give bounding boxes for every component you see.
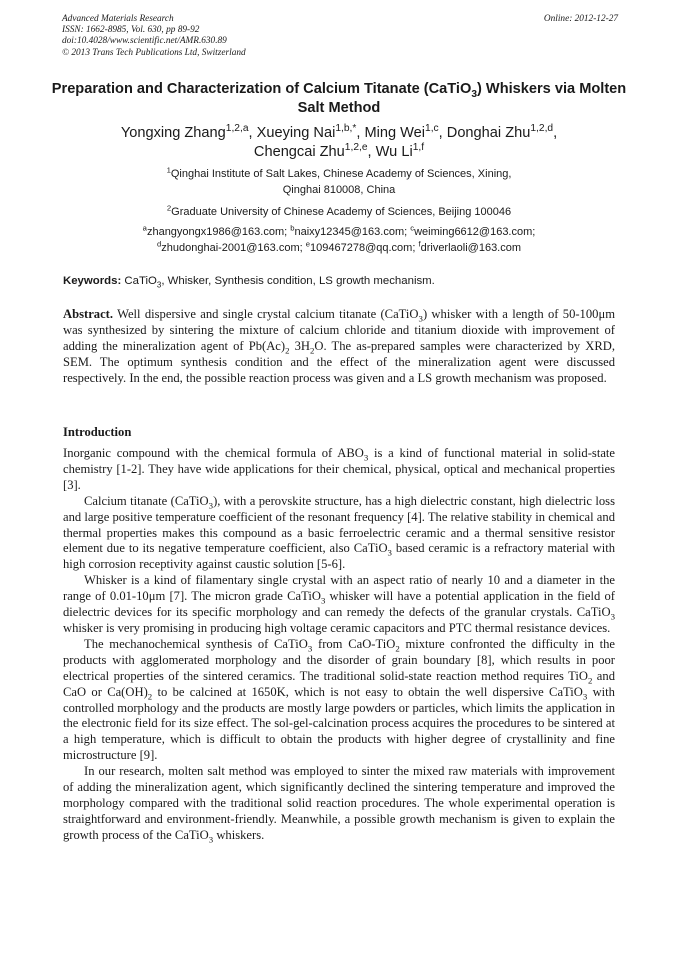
intro-sub: 3 (582, 691, 588, 702)
email-sup: e (305, 239, 311, 249)
abstract-sub: 2 (310, 345, 315, 356)
author-sup: 1,b,* (335, 123, 357, 135)
keywords-sub: 3 (156, 280, 162, 290)
keywords (63, 274, 619, 288)
title-sub: 3 (471, 88, 477, 100)
author-sep: , (248, 125, 257, 141)
email-sup: b (290, 223, 295, 233)
intro-paragraph (63, 573, 615, 637)
email-link[interactable]: naixy12345@163.com; (294, 226, 411, 238)
email-list (40, 224, 638, 256)
introduction-heading: Introduction (63, 425, 132, 439)
intro-sub: 3 (363, 452, 369, 463)
intro-sub: 2 (587, 675, 593, 686)
author-sup: 1,f (412, 142, 425, 154)
abstract-text: O. The as-prepared samples were characterized by XRD, SEM. The optimum synthesis condition and the effect of the mineralization agent were discussed respectively. In the end, the possible reaction process was given and a LS growth mechanism was proposed. (63, 338, 615, 385)
author-name: Wu Li (375, 144, 413, 160)
abstract-label: Abstract. (63, 307, 114, 321)
intro-text: whisker will have a potential application in the field of dielectric devices for its specific morphology and can remedy the defects of the granular crystals. CaTiO (63, 589, 615, 620)
online-date: Online: 2012-12-27 (543, 14, 618, 24)
keywords-pre: CaTiO (121, 275, 157, 287)
author-sup: 1,c (425, 123, 439, 135)
introduction-body (63, 446, 615, 844)
email-link[interactable]: zhangyongx1986@163.com; (146, 226, 291, 238)
title-part1: Preparation and Characterization of Calcium Titanate (CaTiO (51, 81, 472, 97)
copyright-line: © 2013 Trans Tech Publications Ltd, Switzerland (62, 47, 246, 58)
email-link[interactable]: weiming6612@163.com; (414, 226, 536, 238)
author-sep: , (356, 125, 365, 141)
intro-paragraph (63, 446, 615, 494)
abstract-text: Well dispersive and single crystal calcium titanate (CaTiO (113, 307, 419, 321)
aff1-line1: Qinghai Institute of Salt Lakes, Chinese Academy of Sciences, Xining, (170, 168, 512, 180)
abstract-sub: 2 (285, 345, 290, 356)
author-sup: 1,2,e (344, 142, 368, 154)
intro-sub: 3 (208, 834, 214, 845)
journal-name: Advanced Materials Research (62, 14, 174, 24)
intro-sub: 3 (307, 643, 313, 654)
doi-line: doi:10.4028/www.scientific.net/AMR.630.89 (62, 36, 227, 47)
intro-text: whisker is very promising in producing high voltage ceramic capacitors and PTC thermal resistance devices. (63, 620, 611, 635)
email-link[interactable]: 109467278@qq.com; (310, 242, 419, 254)
abstract-sub: 3 (418, 313, 423, 324)
intro-sub: 3 (387, 547, 392, 558)
intro-text: ), with a perovskite structure, has a high dielectric constant, high dielectric loss and large positive temperature coefficient of the resonant frequency [4]. The relative stability in chemical and thermal properties makes this compound as a basic ferroelectric ceramic and a thermal sensitive resistor element due to its negative temperature coefficient, also CaTiO (63, 493, 615, 556)
abstract-text: 3H (289, 338, 311, 353)
abstract-text: ) whisker with a length of 50-100μm was synthesized by sintering the mixture of calcium chloride and titanium dioxide with improvement of adding the mineralization agent of Pb(Ac) (63, 307, 615, 353)
author-sep: , (438, 125, 447, 141)
intro-sub: 3 (610, 611, 615, 622)
email-sup: a (142, 223, 147, 233)
intro-text: and CaO or Ca(OH) (63, 668, 615, 699)
intro-sub: 2 (395, 643, 400, 654)
intro-sub: 3 (208, 500, 214, 511)
keywords-label: Keywords: (63, 275, 122, 287)
email-sup: d (156, 239, 162, 249)
author-sep: , (367, 144, 376, 160)
issn-line: ISSN: 1662-8985, Vol. 630, pp 89-92 (62, 25, 200, 36)
abstract (63, 307, 615, 387)
aff2-text: Graduate University of Chinese Academy of Sciences, Beijing 100046 (171, 206, 512, 218)
author-sup: 1,2,d (530, 123, 554, 135)
intro-text: with controlled morphology and the products are mostly large powders or particles, which limits the application in the electronic field for its size effect. The sol-gel-calcination process acquires the procedures to be sintered at a high temperature, which is difficult to obtain the products with higher degree of crystallinity and fine microstructure [9]. (63, 684, 615, 763)
intro-text: whiskers. (213, 827, 265, 842)
intro-paragraph (63, 764, 615, 844)
author-name: Donghai Zhu (446, 125, 531, 141)
intro-text: to be calcined at 1650K, which is not easy to obtain the well dispersive CaTiO (152, 684, 583, 699)
author-name: Yongxing Zhang (120, 125, 226, 141)
affiliation-1 (40, 166, 638, 198)
intro-text: based ceramic is a refractory material with high corrosion receptivity against caustic solution [5-6]. (63, 541, 615, 572)
keywords-post: , Whisker, Synthesis condition, LS growth mechanism. (161, 275, 435, 287)
intro-text: The mechanochemical synthesis of CaTiO (84, 636, 308, 651)
intro-text: In our research, molten salt method was employed to sinter the mixed raw materials with improvement of adding the mineralization agent, which significantly declined the sintering temperature and improved the morphology compared with the traditional solid reaction procedures. The whole experimental operation is straightforward and environment-friendly. Meanwhile, a possible growth mechanism is given to explain the growth process of the CaTiO (63, 764, 615, 842)
intro-text: is a kind of functional material in solid-state chemistry [1-2]. They have wide applications for their chemical, physical, optical and mechanical properties [3]. (63, 446, 615, 492)
intro-paragraph (63, 637, 615, 764)
paper-title (40, 80, 638, 118)
author-list (40, 124, 638, 162)
author-name: Chengcai Zhu (253, 144, 345, 160)
intro-paragraph (63, 494, 615, 574)
email-link[interactable]: zhudonghai-2001@163.com; (161, 242, 306, 254)
author-name: Ming Wei (364, 125, 426, 141)
intro-text: from CaO-TiO (312, 636, 396, 651)
intro-text: Calcium titanate (CaTiO (84, 493, 209, 508)
aff2-sup: 2 (166, 203, 172, 213)
author-name: Xueying Nai (256, 125, 336, 141)
email-sup: f (418, 239, 421, 249)
aff1-sup: 1 (166, 165, 171, 175)
title-part2: ) Whiskers via Molten Salt Method (297, 81, 627, 116)
author-sup: 1,2,a (225, 123, 249, 135)
affiliation-2 (40, 204, 638, 220)
intro-sub: 2 (147, 691, 153, 702)
email-sup: c (410, 223, 415, 233)
email-link[interactable]: driverlaoli@163.com (420, 242, 522, 254)
intro-text: Inorganic compound with the chemical formula of ABO (63, 446, 364, 460)
aff1-line2: Qinghai 810008, China (282, 184, 396, 196)
journal-header (62, 14, 618, 59)
intro-text: Whisker is a kind of filamentary single crystal with an aspect ratio of nearly 10 and a diameter in the range of 0.01-10μm [7]. The micron grade CaTiO (63, 573, 615, 604)
intro-text: mixture confronted the difficulty in the products with agglomerated morphology and the disorder of grain boundary [8], which results in poor electrical properties of the sintered ceramics. The traditional solid-state reaction method requires TiO (63, 636, 615, 683)
intro-sub: 3 (320, 595, 326, 606)
author-sep: , (553, 125, 558, 141)
